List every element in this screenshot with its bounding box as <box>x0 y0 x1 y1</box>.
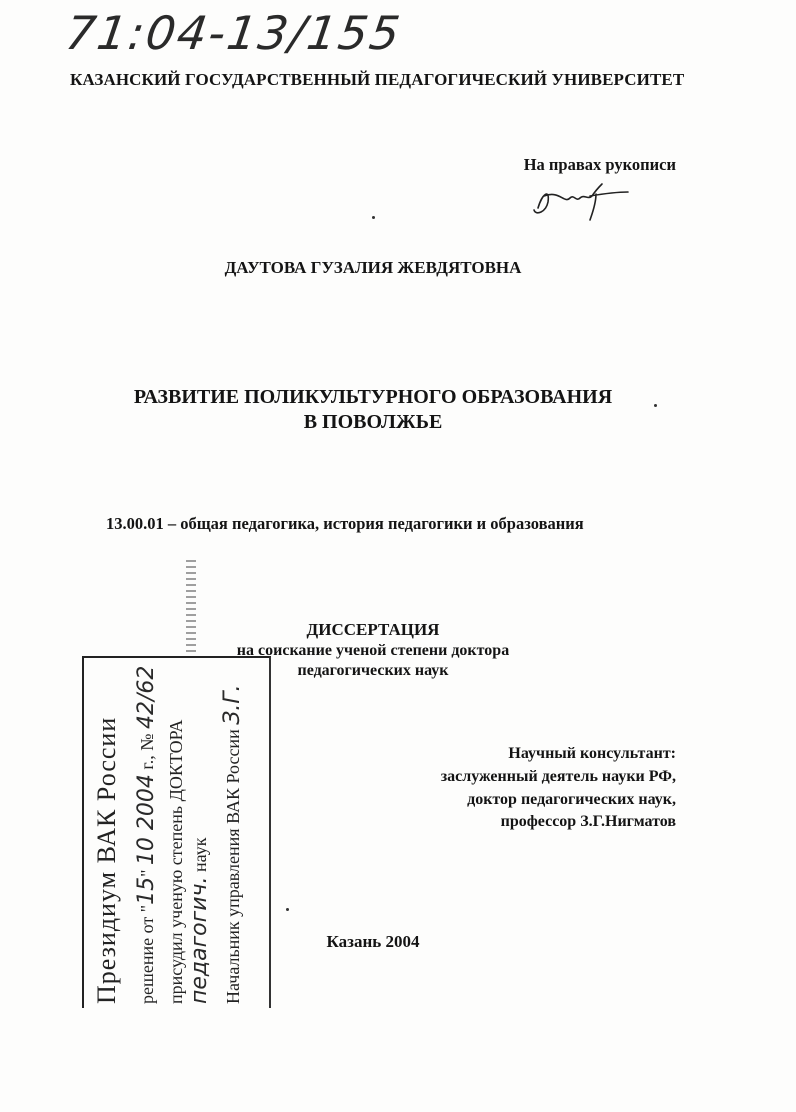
author-name: ДАУТОВА ГУЗАЛИЯ ЖЕВДЯТОВНА <box>224 258 522 277</box>
stamp-line-1: Президиум ВАК России <box>92 716 121 1004</box>
thesis-title-line-1: РАЗВИТИЕ ПОЛИКУЛЬТУРНОГО ОБРАЗОВАНИЯ <box>133 386 613 408</box>
author-signature <box>530 176 630 226</box>
stamp-decision-prefix: решение от " <box>137 904 157 1004</box>
stamp-line-2 <box>134 666 159 1004</box>
dissertation-purpose: на соискание ученой степени доктора <box>236 642 510 659</box>
consultant-title-2: доктор педагогических наук, <box>467 791 676 808</box>
stamp-decision-number: 42/62 <box>134 665 159 730</box>
university-name: КАЗАНСКИЙ ГОСУДАРСТВЕННЫЙ ПЕДАГОГИЧЕСКИЙ УНИВЕРСИТЕТ <box>70 70 685 89</box>
vak-stamp <box>92 658 262 1004</box>
manuscript-note: На правах рукописи <box>523 155 676 174</box>
stamp-decision-month: 10 2004 <box>134 774 159 866</box>
scan-speck <box>654 404 657 407</box>
dissertation-field: педагогических наук <box>297 662 449 679</box>
specialty-code: 13.00.01 – общая педагогика, история педагогики и образования <box>106 514 584 533</box>
consultant-title-1: заслуженный деятель науки РФ, <box>440 768 676 785</box>
stamp-decision-number-label: г., № <box>137 733 157 770</box>
city-year: Казань 2004 <box>326 932 420 951</box>
stamp-degree-suffix: наук <box>190 837 210 873</box>
stamp-degree-field: педагогич. <box>187 876 212 1004</box>
stamp-decision-day: 15 <box>134 876 159 905</box>
stamp-line-3 <box>166 720 212 1004</box>
stamp-line-4 <box>220 684 245 1004</box>
scan-speck <box>372 216 375 219</box>
consultant-label: Научный консультант: <box>508 745 676 762</box>
stamp-head-title: Начальник управления ВАК России <box>223 729 243 1004</box>
stamp-degree-text: присудил ученую степень ДОКТОРА <box>166 719 186 1004</box>
stamp-perforation <box>186 560 196 660</box>
handwritten-archive-code: 71:04-13/155 <box>62 6 405 60</box>
consultant-name: профессор З.Г.Нигматов <box>500 813 676 830</box>
scan-speck <box>286 908 289 911</box>
stamp-head-signature: З.Г. <box>220 684 245 725</box>
thesis-title-line-2: В ПОВОЛЖЬЕ <box>303 411 443 433</box>
stamp-decision-quote: " <box>137 869 157 877</box>
dissertation-type: ДИССЕРТАЦИЯ <box>306 620 440 639</box>
